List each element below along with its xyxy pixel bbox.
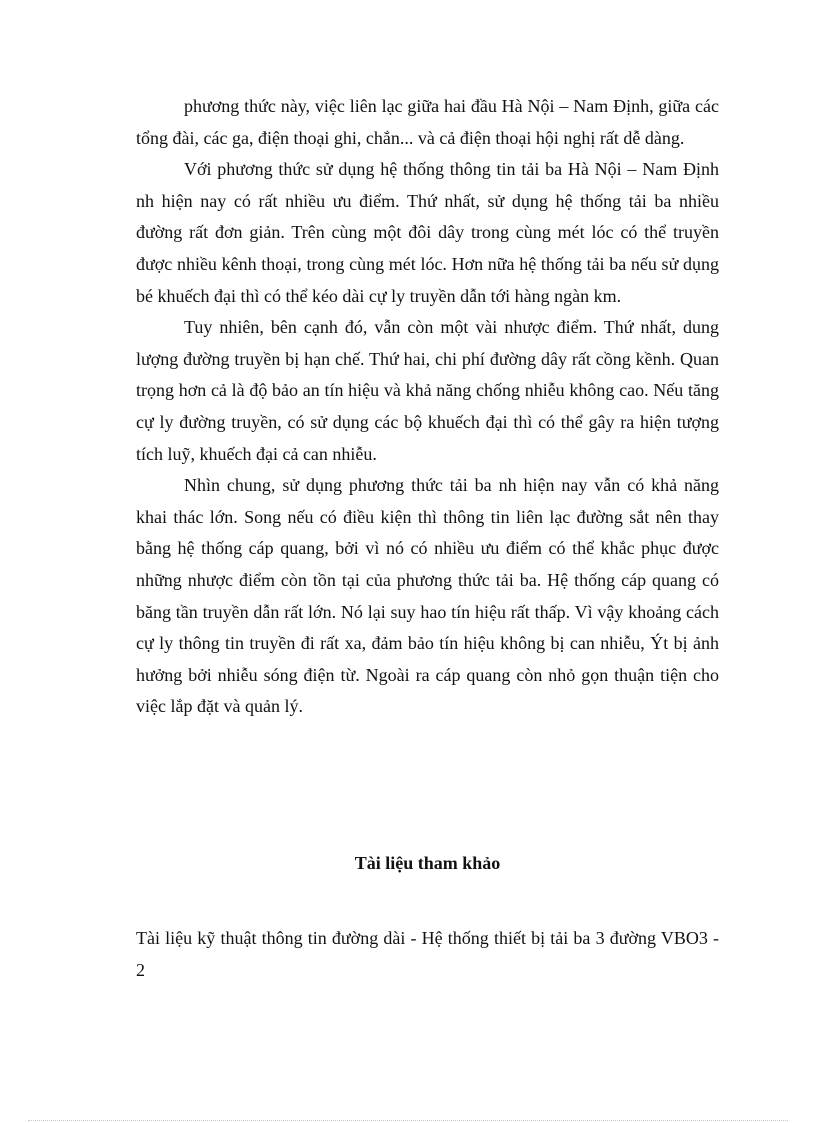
paragraph-4: Nhìn chung, sử dụng phương thức tải ba nh hiện nay vẫn có khả năng khai thác lớn. Song nếu có điều kiện thì thông tin liên lạc đường sắt nên thay bằng hệ thống cáp quang, bởi vì nó có nhiều ưu điểm có thể khắc phục được những nhược điểm còn tồn tại của phương thức tải ba. Hệ thống cáp quang có băng tần truyền dẫn rất lớn. Nó lại suy hao tín hiệu rất thấp. Vì vậy khoảng cách cự ly thông tin truyền đi rất xa, đảm bảo tín hiệu không bị can nhiễu, Ýt bị ảnh hưởng bởi nhiễu sóng điện từ. Ngoài ra cáp quang còn nhỏ gọn thuận tiện cho việc lắp đặt và quản lý.	[136, 475, 719, 717]
body-text	[136, 91, 719, 723]
page-bottom-divider	[28, 1120, 788, 1121]
reference-item: Tài liệu kỹ thuật thông tin đường dài - Hệ thống thiết bị tải ba 3 đường VBO3 - 2	[136, 928, 719, 980]
references-heading: Tài liệu tham khảo	[354, 853, 501, 873]
paragraph-2: Với phương thức sử dụng hệ thống thông tin tải ba Hà Nội – Nam Định nh hiện nay có rất nhiều ưu điểm. Thứ nhất, sử dụng hệ thống tải ba nhiều đường rất đơn giản. Trên cùng một đôi dây trong cùng mét lóc có thể truyền được nhiều kênh thoại, trong cùng mét lóc. Hơn nữa hệ thống tải ba nếu sử dụng bé khuếch đại thì có thể kéo dài cự ly truyền dẫn tới hàng ngàn km.	[136, 159, 719, 306]
paragraph-1: phương thức này, việc liên lạc giữa hai đầu Hà Nội – Nam Định, giữa các tổng đài, các ga, điện thoại ghi, chắn... và cả điện thoại hội nghị rất dễ dàng.	[136, 96, 719, 148]
paragraph-3: Tuy nhiên, bên cạnh đó, vẫn còn một vài nhược điểm. Thứ nhất, dung lượng đường truyền bị hạn chế. Thứ hai, chi phí đường dây rất cồng kềnh. Quan trọng hơn cả là độ bảo an tín hiệu và khả năng chống nhiễu không cao. Nếu tăng cự ly đường truyền, có sử dụng các bộ khuếch đại thì có thể gây ra hiện tượng tích luỹ, khuếch đại cả can nhiễu.	[136, 317, 719, 464]
